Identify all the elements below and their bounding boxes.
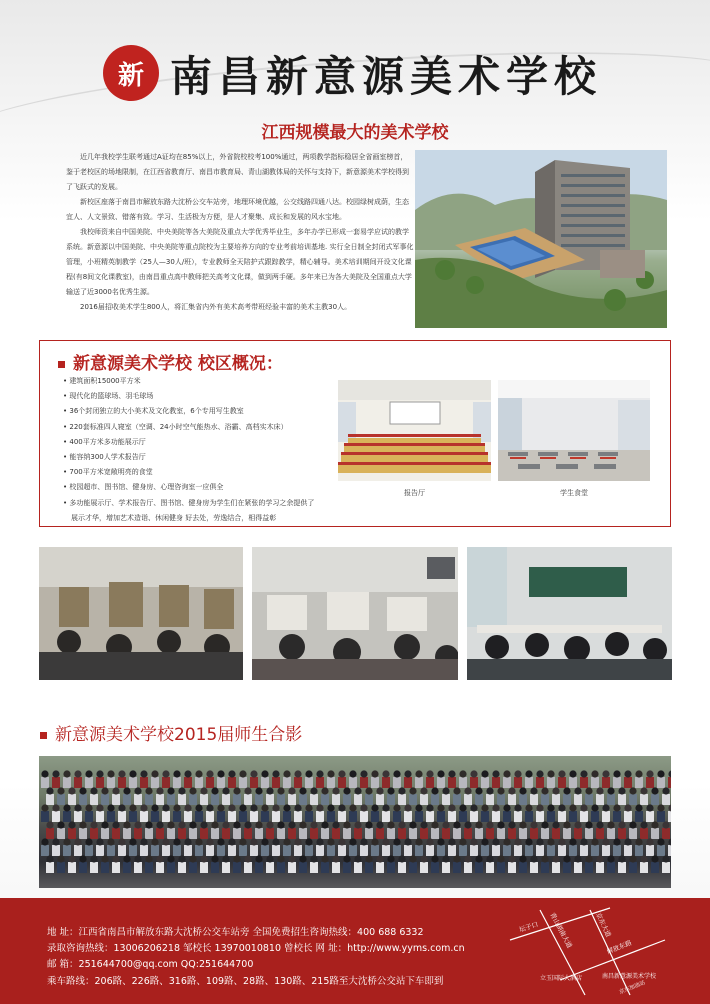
map-label-place1: 立玉国际大酒店 <box>540 975 583 982</box>
list-item: • 建筑面积15000平方米 <box>63 374 343 389</box>
group-photo <box>39 756 671 888</box>
bullet-square-icon <box>58 361 65 368</box>
location-map <box>500 900 670 1000</box>
painting-class-illustration <box>39 547 243 680</box>
list-item: • 校园超市、图书馆、健身房、心理咨询室一应俱全 <box>63 480 343 495</box>
footer-phones: 录取咨询热线：13006206218 邹校长 13970010810 曾校长 网 址：http://www.yyms.com.cn <box>47 943 465 954</box>
map-label-road1: 青山湖南大道 <box>548 911 574 950</box>
map-label-place2: 南昌新意源美术学校 <box>602 973 657 980</box>
list-item: • 700平方米宽敞明亮的食堂 <box>63 465 343 480</box>
footer-email: 邮 箱：251644700@qq.com QQ:251644700 <box>47 959 254 970</box>
list-item: • 现代化的篮球场、羽毛球场 <box>63 389 343 404</box>
campus-rendering-image <box>415 150 667 328</box>
auditorium-illustration <box>338 380 491 481</box>
slogan: 江西规模最大的美术学校 <box>261 123 449 143</box>
list-item: • 多功能展示厅、学术报告厅、图书馆、健身房为学生们在紧张的学习之余提供了 <box>63 496 343 511</box>
list-item: • 400平方米多功能展示厅 <box>63 435 343 450</box>
crowd-illustration <box>39 756 671 888</box>
map-label-place3: 京东加油站 <box>618 979 647 996</box>
intro-paragraph: 新校区座落于南昌市解放东路大沈桥公交车站旁，地理环境优越，公交线路四通八达。校园绿树成荫，生态宜人、人文景致、错落有致。学习、生活极为方便，是人才聚集、成长和发展的风水宝地。 <box>66 198 409 221</box>
list-item: • 220套标准四人寝室（空调、24小时空气能热水、浴霸、高档实木床） <box>63 420 343 435</box>
school-name: 南昌新意源美术学校 <box>170 52 603 101</box>
list-item-continuation: 展示才华，增加艺术造诣、休闲健身 好去处，劳逸结合，相得益彰 <box>71 513 277 522</box>
school-logo: 新 <box>103 45 159 101</box>
campus-illustration <box>415 150 667 328</box>
bullet-square-icon <box>40 732 47 739</box>
map-label-road3: 解放东路 <box>605 938 633 956</box>
auditorium-caption: 报告厅 <box>404 489 425 497</box>
sketch-class-photo <box>252 547 458 680</box>
cafeteria-caption: 学生食堂 <box>560 489 588 497</box>
lecture-class-illustration <box>467 547 672 680</box>
intro-paragraph: 2016届招收美术学生800人，将汇集省内外有美术高考带班经验丰富的美术主教30人。 <box>80 303 352 311</box>
list-item: • 36个封闭独立的大小美术及文化教室，6个专用写生教室 <box>63 404 343 419</box>
map-label-road4: 坛子口 <box>518 920 540 934</box>
intro-paragraph: 近几年我校学生联考通过A证均在85%以上，外省院校校考100%通过，两项教学指标稳居全省画室榜首，鉴于老校区的场地限制，在江西省教育厅、南昌市教育局、青山湖教体局的关怀与支持下，新意源美术学校得到了飞跃式的发展。 <box>66 153 409 191</box>
classroom-photo <box>39 547 243 680</box>
auditorium-photo <box>338 380 491 481</box>
intro-text <box>66 150 414 315</box>
group-photo-title: 新意源美术学校2015届师生合影 <box>40 720 302 745</box>
overview-title: 新意源美术学校 校区概况： <box>58 349 283 374</box>
lecture-class-photo <box>467 547 672 680</box>
footer-bus-routes: 乘车路线：206路、226路、316路、109路、28路、130路、215路至大沈桥公交站下车即到 <box>47 976 444 987</box>
intro-paragraph: 我校师资来自中国美院、中央美院等各大美院及重点大学优秀毕业生，多年办学已形成一套易学应试的教学系统。新意源以中国美院、中央美院等重点院校为主要培养方向的专业考前培训基地. 实行全日制全封闭式军事化管理，小班精英制教学（25人—30人/班），专业教师全天陪护式跟踪教学，精心辅导。美术培训期间开设文化课程(有8间文化课教室)，由南昌重点高中教师把关高考文化课，做到两手硬。多年来已为各大美院及全国重点大学输送了近3000名优秀生源。 <box>66 228 414 296</box>
list-item: • 能容纳300人学术报告厅 <box>63 450 343 465</box>
sketch-class-illustration <box>252 547 458 680</box>
map-label-road2: 京东大道 <box>594 911 613 939</box>
footer-address: 地 址：江西省南昌市解放东路大沈桥公交车站旁 全国免费招生咨询热线：400 688 6332 <box>47 927 424 938</box>
cafeteria-photo <box>498 380 650 481</box>
facts-list <box>63 374 343 526</box>
cafeteria-illustration <box>498 380 650 481</box>
